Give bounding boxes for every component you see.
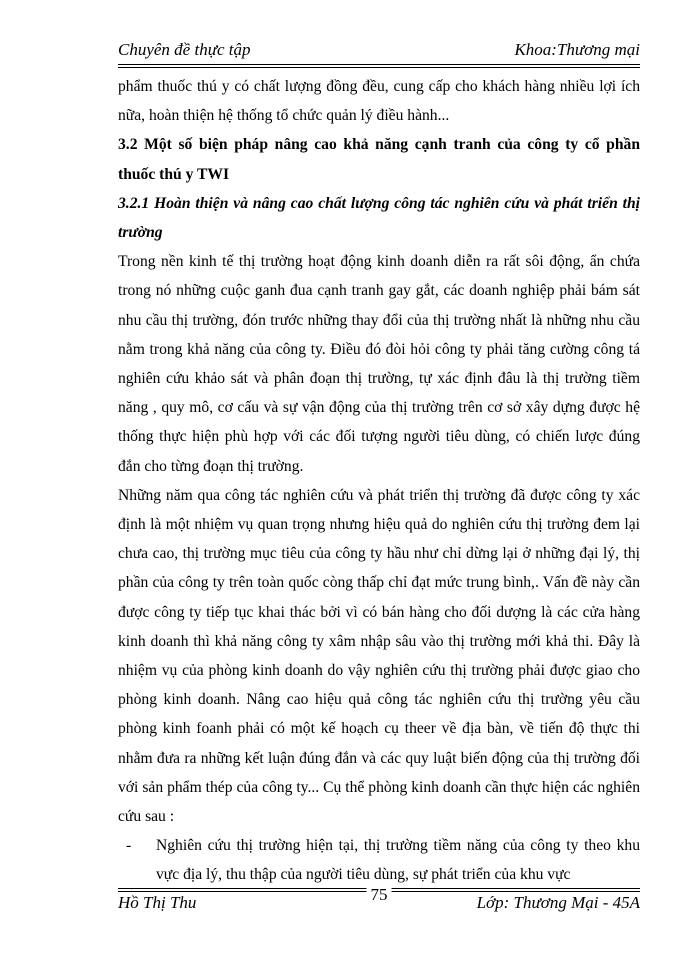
- section-heading: 3.2 Một số biện pháp nâng cao khả năng cạnh tranh của công ty cổ phần thuốc thú y TWI: [118, 136, 640, 183]
- bullet-text: Nghiên cứu thị trường hiện tại, thị trường tiềm năng của công ty theo khu vực địa lý, thu thập của người tiêu dùng, sự phát triển của khu vực: [156, 837, 640, 884]
- footer-author: Hồ Thị Thu: [118, 893, 197, 912]
- footer-class: Lớp: Thương Mại - 45A: [476, 893, 640, 912]
- page-content: [118, 72, 640, 890]
- page-header: [118, 40, 640, 65]
- page-footer: [118, 885, 640, 913]
- header-right: Khoa:Thương mại: [514, 40, 640, 59]
- page-number: 75: [367, 885, 392, 905]
- bullet-dash: -: [126, 837, 132, 855]
- paragraph-2: Những năm qua công tác nghiên cứu và phát triển thị trường đã được công ty xác định là một nhiệm vụ quan trọng nhưng hiệu quả do nghiên cứu thị trường đem lại chưa cao, thị trường mục tiêu của công ty hầu như chỉ dừng lại ở những đại lý, thị phần của công ty trên toàn quốc còng thấp chỉ đạt mức trung bình,. Vấn đề này cần được công ty tiếp tục khai thác bởi vì có bán hàng cho đối dượng là các cửa hàng kinh doanh thì khả năng công ty xâm nhập sâu vào thị trường mới khả thi. Đây là nhiệm vụ của phòng kinh doanh do vậy nghiên cứu thị trường phải được giao cho phòng kinh doanh. Nâng cao hiệu quả công tác nghiên cứu thị trường yêu cầu phòng kinh foanh phải có một kế hoạch cụ theer về địa bàn, về tiến độ thực thi nhằm đưa ra những kết luận đúng đắn và các quy luật biến động của thị trường đối với sản phẩm thép của công ty... Cụ thể phòng kinh doanh cần thực hiện các nghiên cứu sau :: [118, 486, 640, 826]
- intro-paragraph: phẩm thuốc thú y có chất lượng đồng đều, cung cấp cho khách hàng nhiều lợi ích nữa, hoàn thiện hệ thống tổ chức quản lý điều hành...: [118, 78, 640, 125]
- subsection-heading: 3.2.1 Hoàn thiện và nâng cao chất lượng công tác nghiên cứu và phát triển thị trường: [118, 194, 640, 242]
- bullet-item: [118, 831, 640, 889]
- paragraph-1: Trong nền kinh tế thị trường hoạt động kinh doanh diễn ra rất sôi động, ẩn chứa trong nó những cuộc ganh đua cạnh tranh gay gắt, các doanh nghiệp phải bám sát nhu cầu thị trường, đón trước những thay đổi của thị trường nhất là những nhu cầu nằm trong khả năng của công ty. Điều đó đòi hỏi công ty phải tăng cường công tá nghiên cứu khảo sát và phân đoạn thị trường, tự xác định đâu là thị trường tiềm năng , quy mô, cơ cấu và sự vận động của thị trường trên cơ sở xây dựng được hệ thống thực hiện phù hợp với các đối tượng người tiêu dùng, có chiến lược đúng đắn cho từng đoạn thị trường.: [118, 253, 640, 475]
- header-left: Chuyên đề thực tập: [118, 40, 251, 59]
